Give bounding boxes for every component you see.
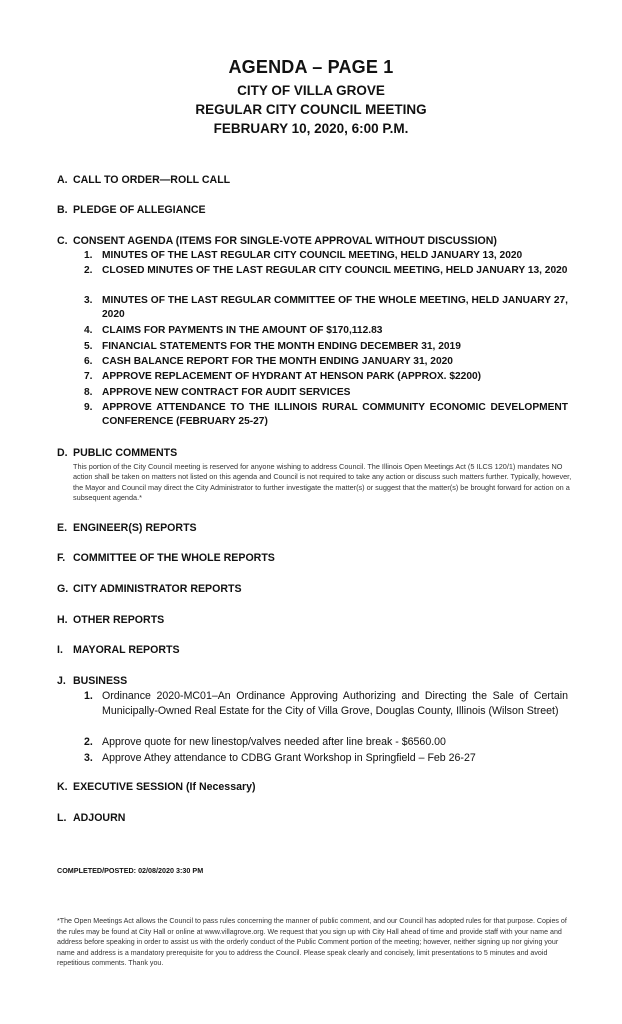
section-title: CALL TO ORDER—ROLL CALL	[73, 174, 231, 186]
section-l	[57, 812, 125, 824]
section-title: PUBLIC COMMENTS	[73, 447, 178, 459]
item-text: Ordinance 2020-MC01–An Ordinance Approving Authorizing and Directing the Sale of Certain Municipally-Owned Real Estate for the City of Villa Grove, Douglas County, Illinois (Wilson Street)	[102, 690, 568, 717]
consent-item	[84, 401, 568, 429]
section-title: OTHER REPORTS	[73, 614, 165, 626]
section-title: EXECUTIVE SESSION (If Necessary)	[73, 781, 256, 793]
consent-item	[84, 370, 568, 384]
consent-item	[84, 249, 568, 263]
section-letter: I.	[57, 644, 63, 656]
footnote: *The Open Meetings Act allows the Council to pass rules concerning the manner of public comment, and our Council has adopted rules for that purpose. Copies of the rules may be found at City Hall or online at www.villagrove.org. We request that you sign up with City Hall ahead of time and provide staff with your name and address before speaking in order to assist us with the orderly conduct of the Public Comment portion of the meeting; however, neither signing up nor giving your name and address is a mandatory prerequisite for you to address the Council. Please speak clearly and concisely, limit presentations to 5 minutes and avoid repetitious comments. Thank you.	[57, 917, 567, 968]
public-comments-note: This portion of the City Council meeting is reserved for anyone wishing to address Council. The Illinois Open Meetings Act (5 ILCS 120/1) mandates NO action shall be taken on matters not listed on this agenda and Council is not required to take any action or discuss such matters further. Typically, however, the Mayor and Council may direct the City Administrator to further investigate the matter(s) or suggest that the matter(s) be brought forward for action on a subsequent agenda.*	[73, 462, 572, 503]
business-item	[84, 751, 568, 766]
section-title: MAYORAL REPORTS	[73, 644, 180, 656]
consent-item	[84, 386, 568, 400]
item-number: 3.	[84, 752, 93, 764]
section-title: BUSINESS	[73, 675, 128, 687]
item-number: 3.	[84, 295, 93, 306]
section-title: PLEDGE OF ALLEGIANCE	[73, 204, 206, 216]
section-title: ADJOURN	[73, 812, 126, 824]
consent-item	[84, 294, 568, 322]
section-f	[57, 552, 275, 564]
section-title: CITY ADMINISTRATOR REPORTS	[73, 583, 242, 595]
business-item	[84, 689, 568, 719]
item-text: APPROVE ATTENDANCE TO THE ILLINOIS RURAL COMMUNITY ECONOMIC DEVELOPMENT CONFERENCE (FEBRUARY 25-27)	[102, 402, 568, 427]
section-letter: K.	[57, 781, 68, 793]
section-h	[57, 614, 164, 626]
item-number: 7.	[84, 371, 93, 382]
business-item	[84, 735, 568, 750]
section-title: CONSENT AGENDA (ITEMS FOR SINGLE-VOTE APPROVAL WITHOUT DISCUSSION)	[73, 235, 497, 247]
item-number: 9.	[84, 402, 93, 413]
item-text: Approve quote for new linestop/valves needed after line break - $6560.00	[102, 736, 446, 748]
section-k	[57, 781, 256, 793]
meeting-type: REGULAR CITY COUNCIL MEETING	[195, 102, 427, 117]
section-e	[57, 522, 197, 534]
consent-item	[84, 264, 568, 278]
item-number: 2.	[84, 265, 93, 276]
section-d	[57, 447, 177, 459]
item-text: FINANCIAL STATEMENTS FOR THE MONTH ENDING DECEMBER 31, 2019	[102, 341, 461, 352]
section-b	[57, 204, 206, 216]
item-text: Approve Athey attendance to CDBG Grant Workshop in Springfield – Feb 26-27	[102, 752, 476, 764]
item-number: 8.	[84, 387, 93, 398]
item-number: 1.	[84, 690, 93, 702]
section-letter: G.	[57, 583, 69, 595]
item-text: CLAIMS FOR PAYMENTS IN THE AMOUNT OF $170,112.83	[102, 325, 383, 336]
section-letter: J.	[57, 675, 66, 687]
section-i	[57, 644, 180, 656]
section-letter: F.	[57, 552, 66, 564]
section-j	[57, 675, 127, 687]
item-text: MINUTES OF THE LAST REGULAR COMMITTEE OF THE WHOLE MEETING, HELD JANUARY 27, 2020	[102, 295, 568, 320]
section-letter: C.	[57, 235, 68, 247]
section-g	[57, 583, 242, 595]
section-letter: L.	[57, 812, 67, 824]
section-title: ENGINEER(S) REPORTS	[73, 522, 197, 534]
item-text: APPROVE NEW CONTRACT FOR AUDIT SERVICES	[102, 387, 351, 398]
section-letter: H.	[57, 614, 68, 626]
item-text: MINUTES OF THE LAST REGULAR CITY COUNCIL MEETING, HELD JANUARY 13, 2020	[102, 250, 523, 261]
consent-item	[84, 355, 568, 369]
city-name: CITY OF VILLA GROVE	[237, 83, 385, 98]
item-text: CLOSED MINUTES OF THE LAST REGULAR CITY COUNCIL MEETING, HELD JANUARY 13, 2020	[102, 265, 568, 276]
section-letter: B.	[57, 204, 68, 216]
item-number: 6.	[84, 356, 93, 367]
agenda-title: AGENDA – PAGE 1	[228, 57, 394, 77]
section-letter: E.	[57, 522, 68, 534]
item-number: 2.	[84, 736, 93, 748]
section-letter: D.	[57, 447, 68, 459]
item-text: CASH BALANCE REPORT FOR THE MONTH ENDING JANUARY 31, 2020	[102, 356, 453, 367]
meeting-date: FEBRUARY 10, 2020, 6:00 P.M.	[213, 121, 409, 136]
consent-item	[84, 340, 568, 354]
section-letter: A.	[57, 174, 68, 186]
posted-stamp: COMPLETED/POSTED: 02/08/2020 3:30 PM	[57, 866, 204, 875]
item-number: 1.	[84, 250, 93, 261]
item-number: 5.	[84, 341, 93, 352]
consent-item	[84, 324, 568, 338]
section-c	[57, 235, 497, 247]
item-number: 4.	[84, 325, 93, 336]
section-title: COMMITTEE OF THE WHOLE REPORTS	[73, 552, 275, 564]
section-a	[57, 174, 230, 186]
item-text: APPROVE REPLACEMENT OF HYDRANT AT HENSON PARK (APPROX. $2200)	[102, 371, 482, 382]
